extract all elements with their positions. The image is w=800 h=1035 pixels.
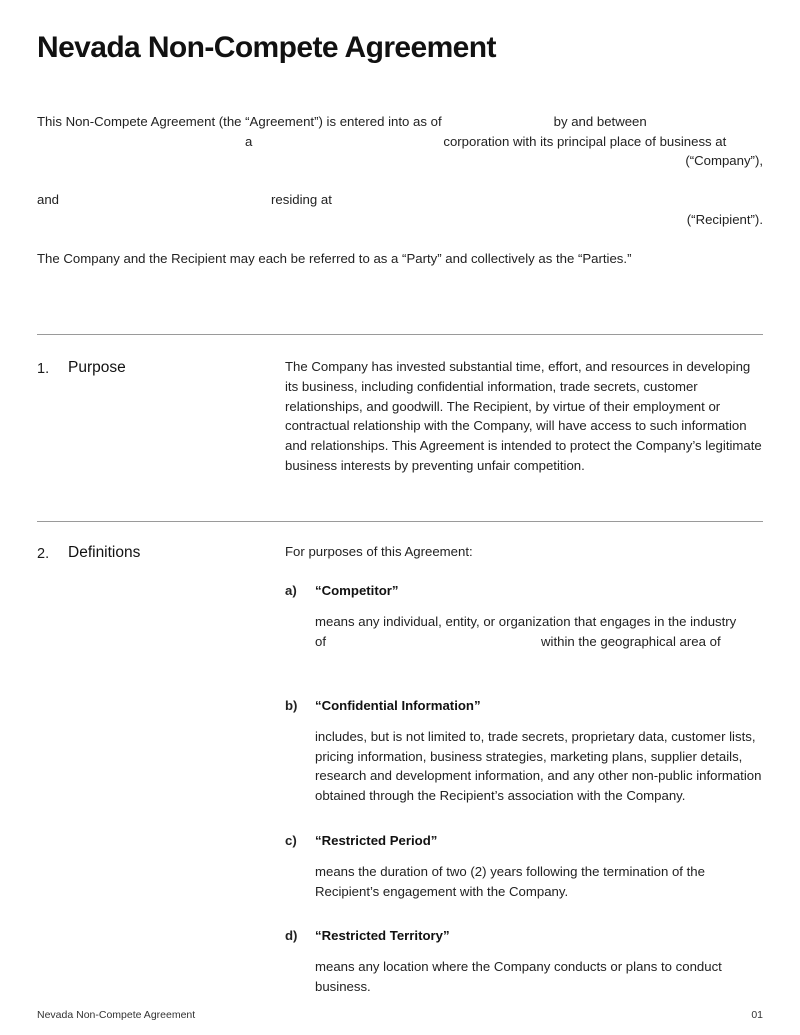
preamble-line-5: [37, 210, 763, 230]
recipient-name-blank[interactable]: [59, 190, 271, 210]
company-label: (“Company”),: [685, 153, 763, 168]
section-1-body-text: The Company has invested substantial time, effort, and resources in developing its business, including confidential information, trade secrets, customer relationships, and goodwill. The Recipient, by virtue of their employment or contractual relationship with the Company, will have access to such information and relationships. This Agreement is intended to protect the Company’s legitimate business interests by preventing unfair competition.: [285, 359, 762, 473]
definition-item-a: [285, 581, 763, 651]
preamble-block: [37, 112, 763, 268]
preamble-line-2-prefix: a: [245, 133, 253, 149]
company-state-blank[interactable]: [252, 132, 443, 152]
definition-b-body: [315, 727, 763, 806]
recipient-label: (“Recipient”).: [686, 211, 763, 227]
definition-item-c: [285, 831, 763, 901]
definition-c-body: [315, 862, 763, 902]
preamble-line-1-filler: [647, 112, 763, 132]
preamble-line-4-filler: [332, 190, 763, 210]
definition-c-term: “Restricted Period”: [315, 833, 438, 848]
company-name-blank[interactable]: [37, 132, 245, 152]
divider-section-1: [37, 334, 763, 335]
preamble-line-4-suffix: residing at: [271, 192, 332, 207]
definition-a-body-line-1: means any individual, entity, or organization that engages in the industry: [315, 613, 737, 629]
definition-a-body: [315, 612, 763, 652]
preamble-line-2: [37, 132, 763, 152]
company-address-blank[interactable]: [625, 151, 685, 171]
preamble-gap-2: [37, 229, 763, 249]
preamble-line-3: [37, 151, 763, 171]
effective-date-blank[interactable]: [442, 112, 554, 132]
section-1-number: 1.: [37, 361, 50, 377]
section-2-title: Definitions: [68, 544, 141, 561]
definition-d-body-text: means any location where the Company conducts or plans to conduct business.: [315, 958, 722, 994]
section-1-body: [285, 357, 763, 476]
preamble-line-1-prefix: This Non-Compete Agreement (the “Agreement”) is entered into as of: [37, 114, 442, 129]
section-2-intro: [285, 542, 763, 562]
definition-a-term: “Competitor”: [315, 583, 399, 598]
definition-d-marker: d): [285, 928, 298, 943]
preamble-line-1: [37, 112, 763, 132]
recipient-address-blank[interactable]: [627, 210, 687, 230]
definition-item-b: [285, 696, 763, 806]
industry-blank[interactable]: [326, 632, 541, 652]
section-1-title: Purpose: [68, 359, 126, 376]
definition-d-term: “Restricted Territory”: [315, 928, 450, 943]
preamble-line-4-prefix: and: [37, 192, 60, 207]
definition-b-term: “Confidential Information”: [315, 698, 481, 713]
section-2-intro-text: For purposes of this Agreement:: [285, 544, 473, 559]
definition-a-marker: a): [285, 583, 297, 598]
footer-document-title: Nevada Non-Compete Agreement: [37, 1009, 196, 1021]
definition-d-body: [315, 957, 763, 997]
footer-page-number: 01: [751, 1009, 763, 1021]
definition-b-marker: b): [285, 698, 298, 713]
preamble-line-1-suffix: by and between: [553, 114, 647, 129]
divider-section-2: [37, 521, 763, 522]
page-title: Nevada Non-Compete Agreement: [37, 31, 496, 64]
definition-c-body-text: means the duration of two (2) years following the termination of the Recipient’s engagement with the Company.: [315, 863, 705, 899]
preamble-line-2-suffix: corporation with its principal place of business at: [443, 133, 727, 149]
definition-a-territory-suffix: within the geographical area of: [541, 633, 721, 649]
definition-a-body-line-2: [315, 632, 763, 652]
definition-item-d: [285, 926, 763, 996]
definition-a-industry-prefix: of: [315, 633, 326, 649]
definition-b-body-text: includes, but is not limited to, trade secrets, proprietary data, customer lists, pricing information, business strategies, marketing plans, supplier details, research and development information, and any other non-public information obtained through the Recipient’s association with the Company.: [315, 728, 762, 804]
parties-sentence: The Company and the Recipient may each be referred to as a “Party” and collectively as the “Parties.”: [37, 250, 632, 266]
section-2-number: 2.: [37, 546, 50, 562]
preamble-gap-1: [37, 171, 763, 191]
definition-c-marker: c): [285, 833, 297, 848]
preamble-line-4: [37, 190, 763, 210]
